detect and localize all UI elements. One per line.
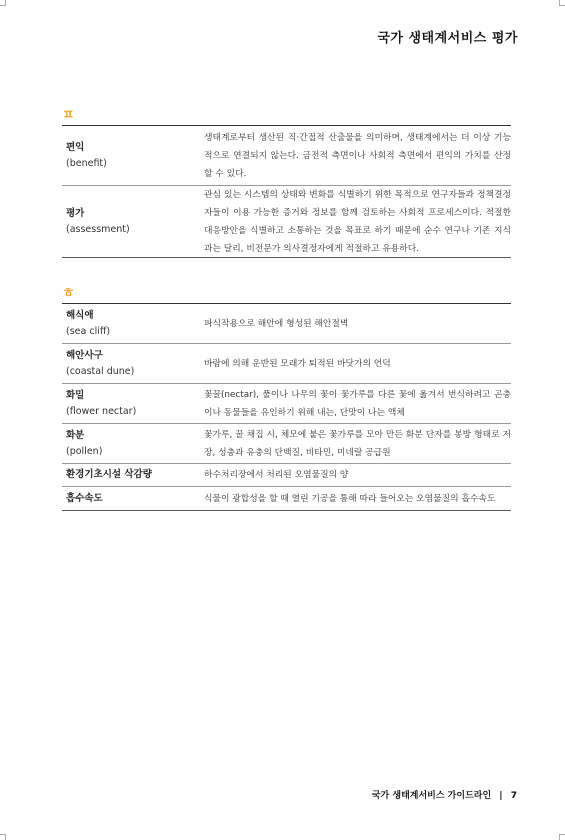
term-korean: 평가 xyxy=(66,207,85,219)
definition-cell xyxy=(204,304,511,343)
crop-mark xyxy=(559,0,565,6)
term-english: (coastal dune) xyxy=(66,365,135,377)
definition-text: 하수처리장에서 처리된 오염물질의 양 xyxy=(204,470,349,480)
page-header-title: 국가 생태계서비스 평가 xyxy=(377,31,518,46)
definition-text: 바람에 의해 운반된 모래가 퇴적된 바닷가의 언덕 xyxy=(204,358,391,369)
term-cell xyxy=(62,126,204,185)
term-korean: 해식애 xyxy=(66,309,94,321)
definition-cell xyxy=(204,126,511,185)
footer-separator: | xyxy=(499,791,503,801)
glossary-row xyxy=(62,384,511,424)
glossary-row xyxy=(62,304,511,344)
footer-title: 국가 생태계서비스 가이드라인 xyxy=(371,791,492,801)
definition-cell xyxy=(204,424,511,463)
glossary-section-h xyxy=(62,282,511,511)
crop-mark xyxy=(559,834,565,840)
term-english: (assessment) xyxy=(66,223,130,235)
term-english: (benefit) xyxy=(66,157,107,169)
term-korean: 환경기초시설 삭감량 xyxy=(66,469,152,480)
definition-text: 꽃꿀(nectar), 풀이나 나무의 꽃이 꽃가루를 다른 꽃에 옮겨서 번식하려고 곤충이나 동물들을 유인하기 위해 내는, 단맛이 나는 액체 xyxy=(204,389,511,418)
term-cell xyxy=(62,487,204,510)
definition-text: 식물이 광합성을 할 때 열린 기공을 통해 따라 들어오는 오염물질의 흡수속도 xyxy=(204,493,496,504)
glossary-section-p xyxy=(62,104,511,258)
term-cell xyxy=(62,304,204,343)
term-english: (pollen) xyxy=(66,445,103,457)
crop-mark xyxy=(0,834,6,840)
glossary-row xyxy=(62,126,511,186)
glossary-row xyxy=(62,344,511,384)
term-cell xyxy=(62,464,204,486)
definition-text: 관심 있는 시스템의 상태와 변화를 식별하기 위한 목적으로 연구자들과 정책결정자들이 이용 가능한 증거와 정보를 함께 검토하는 사회적 프로세스이다. 적절한 대응방안을 식별하고 소통하는 것을 목표로 하기 때문에 순수 연구나 기존 지식과는 달리, 비전문가 의사결정자에게 적절하고 유용하다. xyxy=(204,189,511,254)
section-letter: ㅍ xyxy=(62,108,75,123)
definition-cell xyxy=(204,186,511,257)
term-korean: 화밀 xyxy=(66,389,85,401)
term-cell xyxy=(62,424,204,463)
term-cell xyxy=(62,344,204,383)
glossary-row xyxy=(62,464,511,487)
page-footer xyxy=(372,788,517,801)
glossary-row xyxy=(62,424,511,464)
definition-text: 생태계로부터 생산된 직·간접적 산출물을 의미하며, 생태계에서는 더 이상 기능적으로 연결되지 않는다. 금전적 측면이나 사회적 측면에서 편익의 가치를 산정할 수 있다. xyxy=(204,132,511,179)
crop-mark xyxy=(0,0,6,6)
definition-cell xyxy=(204,487,511,510)
term-english: (sea cliff) xyxy=(66,325,111,337)
term-cell xyxy=(62,186,204,257)
term-english: (flower nectar) xyxy=(66,405,137,417)
page-number: 7 xyxy=(510,791,517,801)
section-letter: ㅎ xyxy=(62,286,75,301)
term-korean: 화분 xyxy=(66,429,85,441)
definition-text: 꽃가루, 꿀 채집 시, 체모에 붙은 꽃가루를 모아 만든 화분 단자를 봉방 형태로 저장, 성충과 유충의 단백질, 비타민, 미네랄 공급원 xyxy=(204,429,511,458)
definition-text: 파식작용으로 해안에 형성된 해안절벽 xyxy=(204,318,349,329)
definition-cell xyxy=(204,464,511,486)
definition-cell xyxy=(204,344,511,383)
term-cell xyxy=(62,384,204,423)
term-korean: 흡수속도 xyxy=(66,492,103,504)
term-korean: 편익 xyxy=(66,141,85,153)
term-korean: 해안사구 xyxy=(66,349,103,361)
glossary-row xyxy=(62,186,511,258)
definition-cell xyxy=(204,384,511,423)
glossary-row xyxy=(62,487,511,511)
